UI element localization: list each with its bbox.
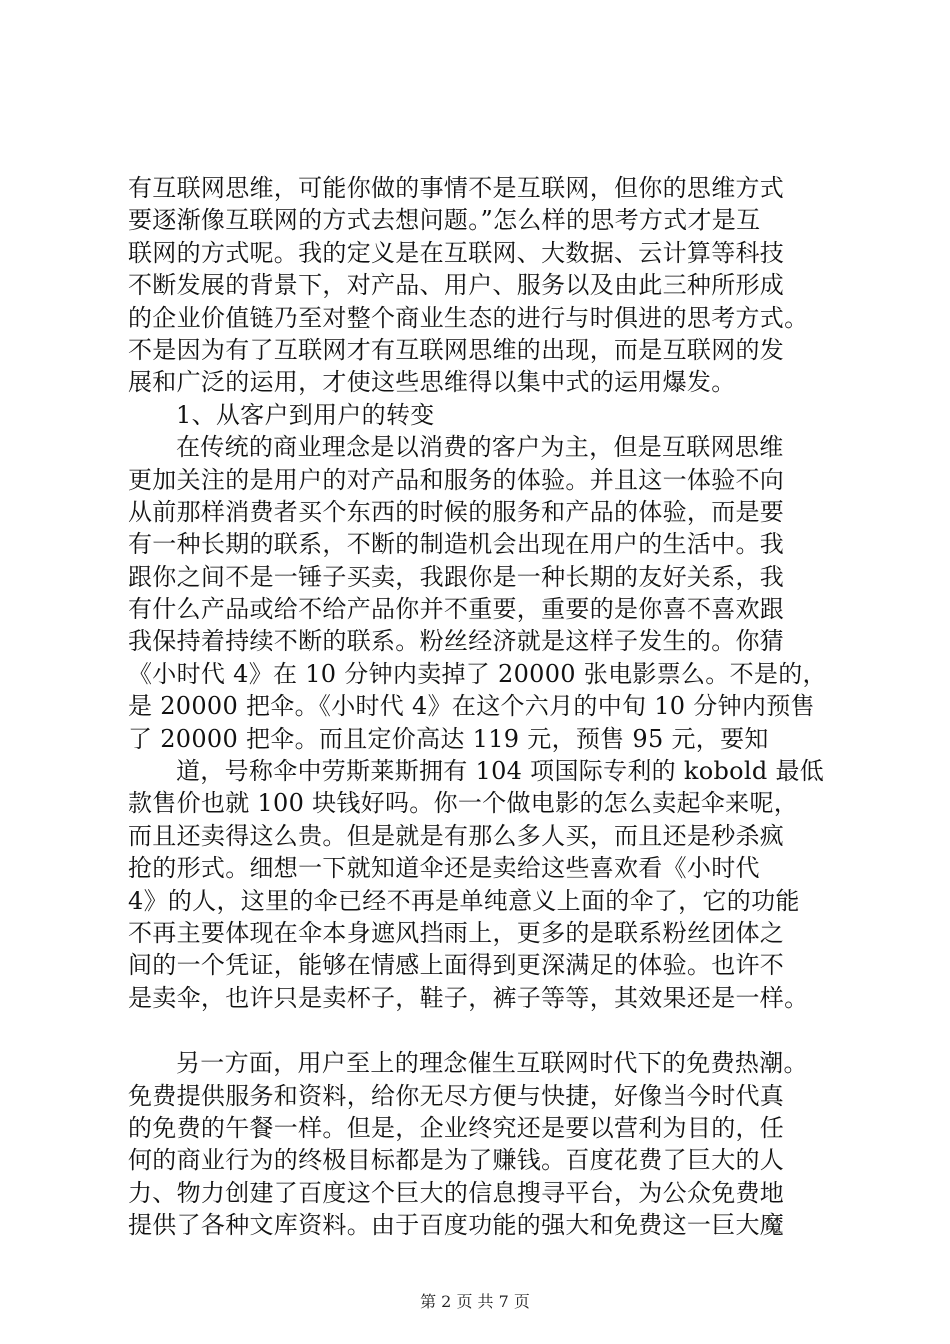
text-line: 从前那样消费者买个东西的时候的服务和产品的体验，而是要 (128, 497, 785, 526)
text-line: 的企业价值链乃至对整个商业生态的进行与时俱进的思考方式。 (128, 303, 809, 332)
text-line: 有什么产品或给不给产品你并不重要，重要的是你喜不喜欢跟 (128, 595, 785, 624)
text-line: 是 20000 把伞。《小时代 4》在这个六月的中旬 10 分钟内预售 (128, 692, 815, 721)
text-line: 联网的方式呢。我的定义是在互联网、大数据、云计算等科技 (128, 238, 785, 267)
text-line: 不是因为有了互联网才有互联网思维的出现，而是互联网的发 (128, 335, 785, 364)
paragraph-gap (128, 1014, 848, 1047)
page-footer: 第 2 页 共 7 页 (420, 1292, 530, 1311)
text-line: 在传统的商业理念是以消费的客户为主，但是互联网思维 (176, 433, 784, 462)
text-line: 我保持着持续不断的联系。粉丝经济就是这样子发生的。你猜 (128, 627, 785, 656)
text-line: 有互联网思维，可能你做的事情不是互联网，但你的思维方式 (128, 174, 785, 202)
text-line: 是卖伞，也许只是卖杯子，鞋子，裤子等等，其效果还是一样。 (128, 983, 809, 1012)
text-line: 了 20000 把伞。而且定价高达 119 元，预售 95 元，要知 (128, 724, 769, 753)
text-line: 何的商业行为的终极目标都是为了赚钱。百度花费了巨大的人 (128, 1146, 785, 1175)
text-line: 有一种长期的联系，不断的制造机会出现在用户的生活中。我 (128, 530, 785, 559)
text-line: 力、物力创建了百度这个巨大的信息搜寻平台，为公众免费地 (128, 1178, 785, 1207)
text-line: 4》的人，这里的伞已经不再是单纯意义上面的伞了，它的功能 (128, 886, 800, 915)
text-line: 《小时代 4》在 10 分钟内卖掉了 20000 张电影票么。不是的， (128, 659, 827, 688)
text-line: 展和广泛的运用，才使这些思维得以集中式的运用爆发。 (128, 368, 736, 397)
text-line: 的免费的午餐一样。但是，企业终究还是要以营利为目的，任 (128, 1113, 785, 1142)
text-line: 另一方面，用户至上的理念催生互联网时代下的免费热潮。 (176, 1049, 808, 1078)
text-line: 更加关注的是用户的对产品和服务的体验。并且这一体验不向 (128, 465, 785, 494)
text-line: 跟你之间不是一锤子买卖，我跟你是一种长期的友好关系，我 (128, 562, 785, 591)
text-line: 道，号称伞中劳斯莱斯拥有 104 项国际专利的 kobold 最低 (176, 757, 825, 786)
text-line: 免费提供服务和资料，给你无尽方便与快捷，好像当今时代真 (128, 1081, 785, 1110)
text-line: 间的一个凭证，能够在情感上面得到更深满足的体验。也许不 (128, 951, 785, 980)
section-heading: 1、从客户到用户的转变 (176, 400, 435, 429)
text-line: 提供了各种文库资料。由于百度功能的强大和免费这一巨大魔 (128, 1211, 785, 1240)
document-body (128, 172, 848, 1242)
text-line: 不再主要体现在伞本身遮风挡雨上，更多的是联系粉丝团体之 (128, 918, 785, 947)
text-line: 款售价也就 100 块钱好吗。你一个做电影的怎么卖起伞来呢， (128, 789, 799, 818)
text-line: 要逐渐像互联网的方式去想问题。”怎么样的思考方式才是互 (128, 206, 761, 235)
text-line: 抢的形式。细想一下就知道伞还是卖给这些喜欢看《小时代 (128, 854, 760, 883)
text-line: 而且还卖得这么贵。但是就是有那么多人买，而且还是秒杀疯 (128, 821, 785, 850)
text-line: 不断发展的背景下，对产品、用户、服务以及由此三种所形成 (128, 271, 785, 300)
